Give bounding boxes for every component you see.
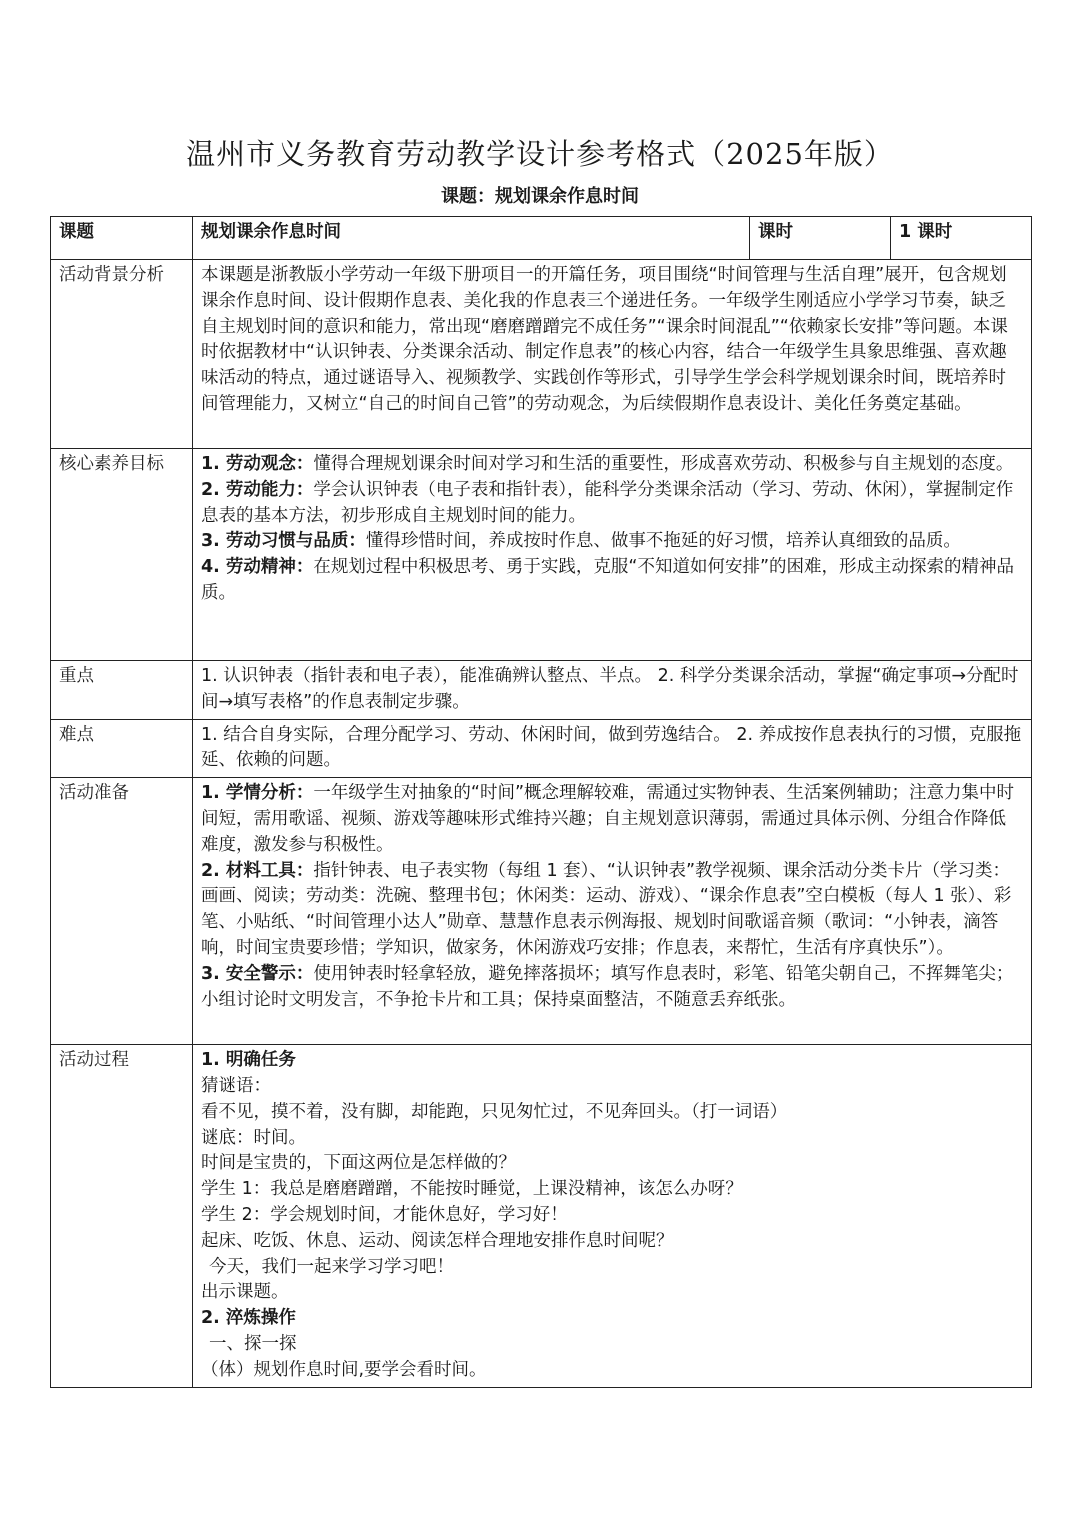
process-line: 猜谜语： bbox=[201, 1075, 271, 1096]
process-line: 谜底：时间。 bbox=[201, 1127, 306, 1148]
process-subtitle: 一、探一探 bbox=[209, 1333, 297, 1354]
process-line: 看不见，摸不着，没有脚，却能跑，只见匆忙过，不见奔回头。（打一词语） bbox=[201, 1101, 788, 1122]
process-content bbox=[193, 1045, 1032, 1387]
period-value: 1 课时 bbox=[891, 217, 1032, 260]
period-label: 课时 bbox=[750, 217, 891, 260]
process-section-title: 2. 淬炼操作 bbox=[201, 1308, 296, 1329]
goal-title: 1. 劳动观念： bbox=[201, 454, 314, 474]
background-label: 活动背景分析 bbox=[51, 260, 193, 449]
prep-item bbox=[201, 859, 1023, 962]
prep-item bbox=[201, 962, 1023, 1014]
preparation-content bbox=[193, 778, 1032, 1045]
table-row-goals bbox=[51, 449, 1032, 661]
goal-item bbox=[201, 452, 1023, 478]
table-row-background bbox=[51, 260, 1032, 449]
table-row-difficulties bbox=[51, 719, 1032, 778]
process-line: 学生 2：学会规划时间，才能休息好，学习好！ bbox=[201, 1204, 568, 1225]
difficulties-label: 难点 bbox=[51, 719, 193, 778]
table-row-process bbox=[51, 1045, 1032, 1387]
topic-value: 规划课余作息时间 bbox=[193, 217, 750, 260]
page-title: 温州市义务教育劳动教学设计参考格式（2025年版） bbox=[186, 137, 894, 171]
prep-text: 指针钟表、电子表实物（每组 1 套）、“认识钟表”教学视频、课余活动分类卡片（学习类：画画、阅读；劳动类：洗碗、整理书包；休闲类：运动、游戏）、“课余作息表”空白模板（每人 1 张）、彩笔、小贴纸、“时间管理小达人”勋章、慧慧作息表示例海报、规划时间歌谣音频（歌词：“小钟表，滴答响，时间宝贵要珍惜；学知识，做家务，休闲游戏巧安排；作息表，来帮忙，生活有序真快乐”）。 bbox=[201, 860, 1012, 958]
process-line: 时间是宝贵的，下面这两位是怎样做的？ bbox=[201, 1153, 516, 1174]
key-points-text: 1. 认识钟表（指针表和电子表），能准确辨认整点、半点。 2. 科学分类课余活动，掌握“确定事项→分配时间→填写表格”的作息表制定步骤。 bbox=[193, 661, 1032, 720]
preparation-label: 活动准备 bbox=[51, 778, 193, 1045]
table-row-key-points bbox=[51, 661, 1032, 720]
prep-title: 3. 安全警示： bbox=[201, 963, 314, 984]
goal-text: 懂得合理规划课余时间对学习和生活的重要性，形成喜欢劳动、积极参与自主规划的态度。 bbox=[313, 454, 1014, 474]
goal-title: 2. 劳动能力： bbox=[201, 479, 314, 500]
table-row-topic bbox=[51, 217, 1032, 260]
goal-item bbox=[201, 555, 1023, 607]
prep-title: 2. 材料工具： bbox=[201, 860, 314, 881]
goals-content bbox=[193, 449, 1032, 661]
page-subtitle: 课题：规划课余作息时间 bbox=[441, 186, 639, 207]
goal-item bbox=[201, 529, 1023, 555]
process-line: 今天，我们一起来学习学习吧！ bbox=[209, 1256, 454, 1277]
process-line: 出示课题。 bbox=[201, 1282, 289, 1303]
key-points-label: 重点 bbox=[51, 661, 193, 720]
background-text bbox=[193, 260, 1032, 449]
process-line: 学生 1：我总是磨磨蹭蹭，不能按时睡觉，上课没精神，该怎么办呀？ bbox=[201, 1179, 743, 1200]
prep-item bbox=[201, 781, 1023, 858]
difficulties-text: 1. 结合自身实际，合理分配学习、劳动、休闲时间，做到劳逸结合。 2. 养成按作息表执行的习惯，克服拖延、依赖的问题。 bbox=[193, 719, 1032, 778]
goal-text: 学会认识钟表（电子表和指针表），能科学分类课余活动（学习、劳动、休闲），掌握制定作息表的基本方法，初步形成自主规划时间的能力。 bbox=[201, 479, 1014, 526]
background-paragraph: 本课题是浙教版小学劳动一年级下册项目一的开篇任务，项目围绕“时间管理与生活自理”展开，包含规划课余作息时间、设计假期作息表、美化我的作息表三个递进任务。一年级学生刚适应小学学习节奏，缺乏自主规划时间的意识和能力，常出现“磨磨蹭蹭完不成任务”“课余时间混乱”“依赖家长安排”等问题。本课时依据教材中“认识钟表、分类课余活动、制定作息表”的核心内容，结合一年级学生具象思维强、喜欢趣味活动的特点，通过谜语导入、视频教学、实践创作等形式，引导学生学会科学规划课余时间，既培养时间管理能力，又树立“自己的时间自己管”的劳动观念，为后续假期作息表设计、美化任务奠定基础。 bbox=[201, 265, 1008, 414]
prep-text: 使用钟表时轻拿轻放，避免摔落损坏；填写作息表时，彩笔、铅笔尖朝自己，不挥舞笔尖；小组讨论时文明发言，不争抢卡片和工具；保持桌面整洁，不随意丢弃纸张。 bbox=[201, 963, 1014, 1010]
goal-title: 4. 劳动精神： bbox=[201, 557, 314, 578]
goal-title: 3. 劳动习惯与品质： bbox=[201, 531, 366, 552]
process-subtitle: （体）规划作息时间,要学会看时间。 bbox=[201, 1359, 487, 1380]
process-line: 起床、吃饭、休息、运动、阅读怎样合理地安排作息时间呢？ bbox=[201, 1230, 674, 1251]
lesson-plan-table bbox=[50, 216, 1032, 1388]
process-section-title: 1. 明确任务 bbox=[201, 1050, 296, 1071]
goals-label: 核心素养目标 bbox=[51, 449, 193, 661]
prep-title: 1. 学情分析： bbox=[201, 783, 314, 804]
goal-text: 懂得珍惜时间，养成按时作息、做事不拖延的好习惯，培养认真细致的品质。 bbox=[365, 531, 961, 552]
prep-text: 一年级学生对抽象的“时间”概念理解较难，需通过实物钟表、生活案例辅助；注意力集中时间短，需用歌谣、视频、游戏等趣味形式维持兴趣；自主规划意识薄弱，需通过具体示例、分组合作降低难度，激发参与积极性。 bbox=[201, 783, 1015, 855]
topic-label: 课题 bbox=[51, 217, 193, 260]
table-row-preparation bbox=[51, 778, 1032, 1045]
process-label: 活动过程 bbox=[51, 1045, 193, 1387]
goal-text: 在规划过程中积极思考、勇于实践，克服“不知道如何安排”的困难，形成主动探索的精神品质。 bbox=[201, 557, 1015, 603]
goal-item bbox=[201, 478, 1023, 530]
